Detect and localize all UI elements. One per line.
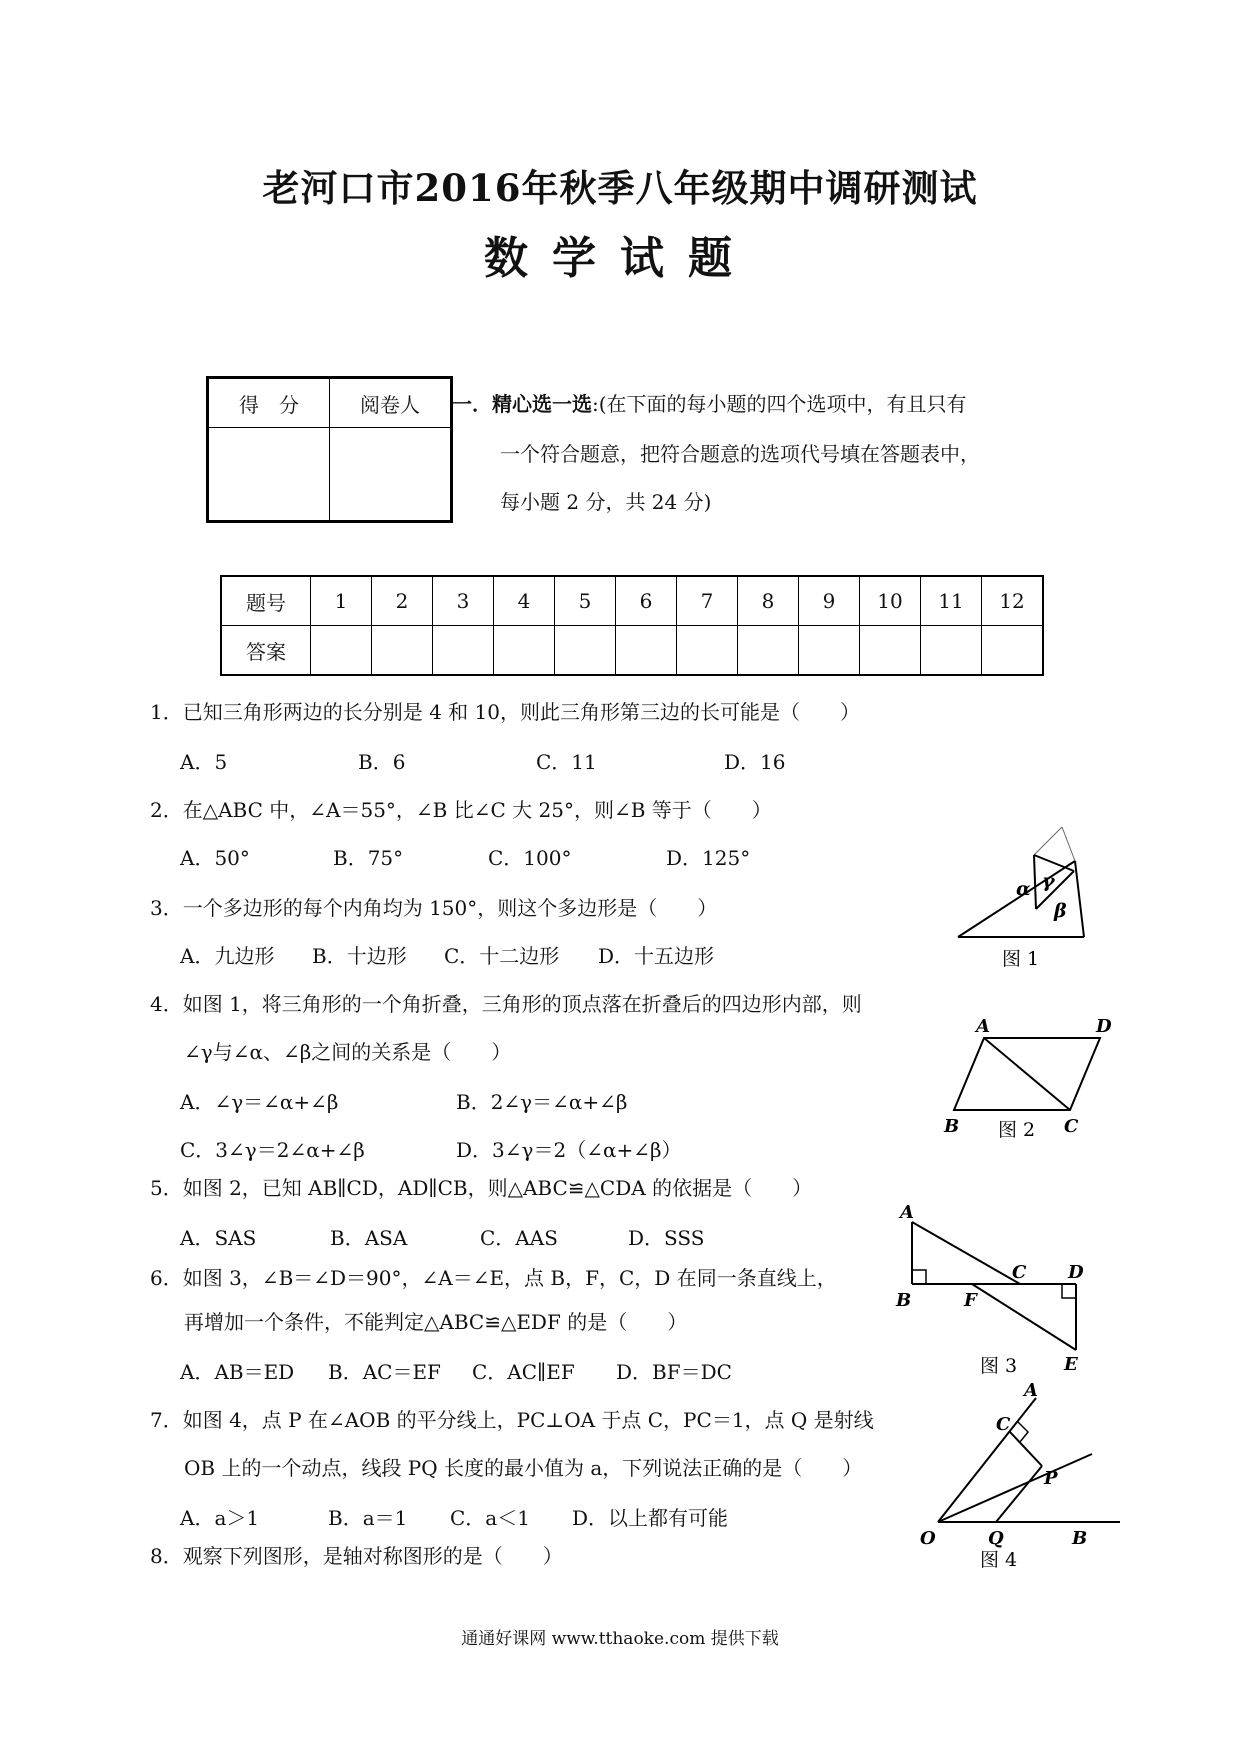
- fig4-point-a: A: [1024, 1382, 1038, 1401]
- section1-line1: [452, 390, 967, 418]
- page-title: 老河口市2016年秋季八年级期中调研测试: [262, 166, 978, 210]
- fig2-point-d: D: [1096, 1016, 1112, 1037]
- answer-table-number-8: 8: [738, 576, 799, 626]
- fig2-point-a: A: [976, 1016, 990, 1037]
- answer-cell-11[interactable]: [921, 626, 982, 676]
- grader-cell[interactable]: [330, 428, 452, 522]
- q1-option-a: A．5: [180, 750, 228, 774]
- q3-option-a: A．九边形: [180, 944, 275, 968]
- q7-option-d: D．以上都有可能: [572, 1506, 729, 1530]
- fig2-point-b: B: [944, 1116, 960, 1137]
- q3-option-c: C．十二边形: [444, 944, 560, 968]
- answer-cell-5[interactable]: [555, 626, 616, 676]
- q2-option-b: B．75°: [333, 846, 404, 870]
- fig4-point-q: Q: [988, 1528, 1004, 1549]
- q5-option-d: D．SSS: [628, 1226, 705, 1250]
- answer-table-number-3: 3: [433, 576, 494, 626]
- q2-option-a: A．50°: [180, 846, 250, 870]
- answer-table-number-4: 4: [494, 576, 555, 626]
- answer-table-number-1: 1: [311, 576, 372, 626]
- q6-stem-1: 6．如图 3，∠B＝∠D＝90°，∠A＝∠E，点 B，F，C，D 在同一条直线上，: [150, 1266, 837, 1290]
- section1-heading: 一．精心选一选: [452, 392, 592, 416]
- answer-table-number-6: 6: [616, 576, 677, 626]
- fig4-bisector: [938, 1454, 1092, 1522]
- q1-option-c: C．11: [536, 750, 597, 774]
- q7-stem-2: OB 上的一个动点，线段 PQ 长度的最小值为 a，下列说法正确的是（ ）: [184, 1456, 863, 1480]
- score-header: 得 分: [208, 378, 330, 428]
- fig3-point-e: E: [1064, 1354, 1078, 1375]
- answer-cell-9[interactable]: [799, 626, 860, 676]
- q5-option-b: B．ASA: [330, 1226, 408, 1250]
- fig1-side-right: [1075, 861, 1084, 937]
- answer-cell-8[interactable]: [738, 626, 799, 676]
- fig1-extension-left: [1034, 827, 1062, 855]
- fig1-extension-right: [1062, 827, 1075, 861]
- fig4-segment-pc: [1010, 1432, 1042, 1466]
- fig3-point-d: D: [1068, 1262, 1084, 1283]
- fig3-point-f: F: [964, 1290, 977, 1311]
- fig3-right-angle-b: [912, 1270, 926, 1284]
- q1-stem: 1．已知三角形两边的长分别是 4 和 10，则此三角形第三边的长可能是（ ）: [150, 700, 860, 724]
- fig3-point-b: B: [896, 1290, 912, 1311]
- answer-cell-4[interactable]: [494, 626, 555, 676]
- answer-table-number-9: 9: [799, 576, 860, 626]
- score-cell[interactable]: [208, 428, 330, 522]
- fig2-caption: 图 2: [998, 1119, 1036, 1141]
- fig4-point-c: C: [996, 1414, 1011, 1435]
- section1-line2: 一个符合题意，把符合题意的选项代号填在答题表中，: [500, 442, 980, 466]
- answer-table-row2-label: 答案: [221, 626, 311, 676]
- page-subtitle: 数学试题: [484, 233, 756, 284]
- fig1-fold-line: [1034, 855, 1074, 871]
- fig4-ray-oa: [938, 1398, 1036, 1522]
- fig4-point-p: P: [1044, 1468, 1058, 1489]
- section1-instructions-1: :(在下面的每小题的四个选项中，有且只有: [592, 392, 967, 416]
- q7-option-a: A．a＞1: [180, 1506, 260, 1530]
- q5-stem: 5．如图 2，已知 AB∥CD，AD∥CB，则△ABC≌△CDA 的依据是（ ）: [150, 1176, 813, 1200]
- answer-cell-1[interactable]: [311, 626, 372, 676]
- q1-option-b: B．6: [358, 750, 406, 774]
- q4-option-d: D．3∠γ＝2（∠α+∠β）: [456, 1138, 682, 1162]
- q6-option-d: D．BF＝DC: [616, 1360, 732, 1384]
- answer-table-number-7: 7: [677, 576, 738, 626]
- answer-table-row1-label: 题号: [221, 576, 311, 626]
- grader-header: 阅卷人: [330, 378, 452, 428]
- q3-option-d: D．十五边形: [598, 944, 715, 968]
- q6-stem-2: 再增加一个条件，不能判定△ABC≌△EDF 的是（ ）: [184, 1310, 688, 1334]
- score-table: [206, 376, 453, 523]
- q6-option-b: B．AC＝EF: [328, 1360, 441, 1384]
- answer-table: [220, 575, 1044, 676]
- q5-option-c: C．AAS: [480, 1226, 558, 1250]
- fig2-point-c: C: [1064, 1116, 1079, 1137]
- answer-table-number-2: 2: [372, 576, 433, 626]
- fig4-caption: 图 4: [980, 1549, 1018, 1571]
- answer-table-number-10: 10: [860, 576, 921, 626]
- q2-stem: 2．在△ABC 中，∠A＝55°，∠B 比∠C 大 25°，则∠B 等于（ ）: [150, 798, 772, 822]
- answer-table-number-5: 5: [555, 576, 616, 626]
- fig3-segment-fe: [972, 1284, 1076, 1350]
- figure-4-diagram: [900, 1382, 1130, 1572]
- figure-2-diagram: [940, 1010, 1120, 1150]
- fig1-caption: 图 1: [1002, 948, 1040, 970]
- q6-option-c: C．AC∥EF: [472, 1360, 575, 1384]
- fig1-gamma-label: γ: [1042, 870, 1055, 892]
- q8-stem: 8．观察下列图形，是轴对称图形的是（ ）: [150, 1544, 563, 1568]
- q5-option-a: A．SAS: [180, 1226, 257, 1250]
- q2-option-d: D．125°: [666, 846, 751, 870]
- q7-option-c: C．a＜1: [450, 1506, 530, 1530]
- q4-option-c: C．3∠γ＝2∠α+∠β: [180, 1138, 365, 1162]
- fig3-point-c: C: [1012, 1262, 1027, 1283]
- answer-cell-2[interactable]: [372, 626, 433, 676]
- q3-stem: 3．一个多边形的每个内角均为 150°，则这个多边形是（ ）: [150, 896, 718, 920]
- fig1-fold-edge-1: [1034, 855, 1036, 909]
- fig3-point-a: A: [900, 1202, 914, 1223]
- answer-table-number-12: 12: [982, 576, 1044, 626]
- fig3-segment-ac: [912, 1222, 1020, 1284]
- q3-option-b: B．十边形: [312, 944, 407, 968]
- q7-option-b: B．a＝1: [328, 1506, 408, 1530]
- q4-option-a: A．∠γ＝∠α+∠β: [180, 1090, 339, 1114]
- fig4-point-b: B: [1072, 1528, 1088, 1549]
- fig3-caption: 图 3: [980, 1355, 1018, 1377]
- answer-cell-7[interactable]: [677, 626, 738, 676]
- answer-cell-12[interactable]: [982, 626, 1044, 676]
- section1-line3: 每小题 2 分，共 24 分): [500, 490, 712, 514]
- footer-text: 通通好课网 www.tthaoke.com 提供下载: [461, 1629, 779, 1649]
- fig4-right-angle-c: [1018, 1422, 1028, 1442]
- answer-table-number-11: 11: [921, 576, 982, 626]
- q1-option-d: D．16: [724, 750, 786, 774]
- q2-option-c: C．100°: [488, 846, 572, 870]
- fig4-point-o: O: [920, 1528, 936, 1549]
- q4-stem-2: ∠γ与∠α、∠β之间的关系是（ ）: [184, 1040, 512, 1064]
- q4-option-b: B．2∠γ＝∠α+∠β: [456, 1090, 628, 1114]
- figure-3-diagram: [888, 1200, 1118, 1380]
- q6-option-a: A．AB＝ED: [180, 1360, 295, 1384]
- q4-stem-1: 4．如图 1，将三角形的一个角折叠，三角形的顶点落在折叠后的四边形内部，则: [150, 992, 862, 1016]
- answer-cell-10[interactable]: [860, 626, 921, 676]
- fig1-beta-label: β: [1054, 900, 1067, 922]
- q7-stem-1: 7．如图 4，点 P 在∠AOB 的平分线上，PC⊥OA 于点 C，PC＝1，点 Q 是射线: [150, 1408, 874, 1432]
- answer-cell-3[interactable]: [433, 626, 494, 676]
- figure-1-diagram: [950, 825, 1130, 975]
- fig2-diagonal-ac: [984, 1038, 1070, 1110]
- fig1-alpha-label: α: [1016, 878, 1031, 900]
- answer-cell-6[interactable]: [616, 626, 677, 676]
- fig3-right-angle-d: [1062, 1284, 1076, 1298]
